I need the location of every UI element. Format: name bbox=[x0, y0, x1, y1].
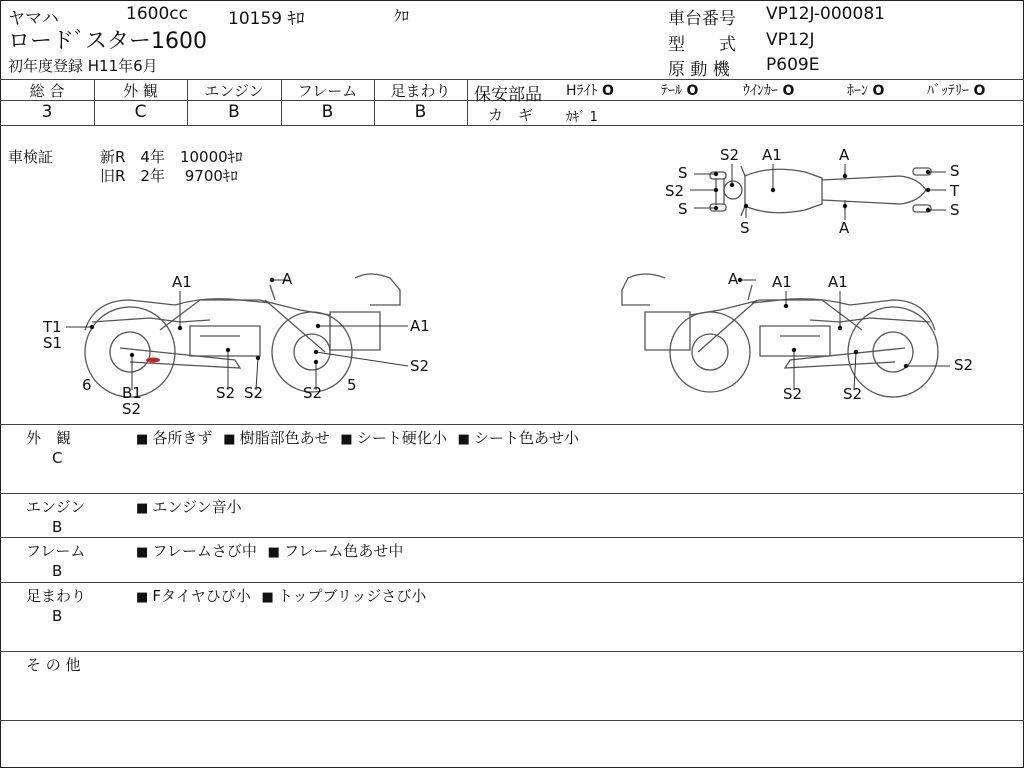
marker-dot bbox=[838, 326, 842, 330]
divider bbox=[0, 720, 1024, 721]
type-label: 型 式 bbox=[668, 35, 736, 55]
section-item: シート色あせ小 bbox=[474, 429, 580, 447]
marker-dot bbox=[178, 326, 182, 330]
safety-item-horn bbox=[847, 80, 927, 100]
section-item: Fタイヤひび小 bbox=[152, 587, 256, 605]
diagram-label: S1 bbox=[43, 334, 63, 352]
key-value: ｶｷﾞ 1 bbox=[566, 110, 598, 125]
grade-value-exterior: C bbox=[134, 102, 147, 122]
diagram-label: A bbox=[839, 146, 850, 164]
diagram-label: S2 bbox=[122, 400, 142, 418]
diagram-label: A1 bbox=[772, 273, 792, 291]
grade-value-suspension: B bbox=[414, 102, 427, 122]
grade-header-frame: フレーム bbox=[297, 82, 358, 100]
diagram-label: S bbox=[950, 201, 960, 219]
section-item: 各所きず bbox=[152, 429, 218, 447]
marker-dot bbox=[843, 174, 847, 178]
marker-dot bbox=[130, 353, 134, 357]
section-grade: B bbox=[52, 562, 63, 580]
safety-item-name: Hﾗｲﾄ bbox=[566, 83, 598, 99]
diagram-label: A1 bbox=[172, 273, 192, 291]
safety-parts-list bbox=[566, 80, 1024, 100]
damage-diagrams bbox=[0, 126, 1024, 424]
marker-dot bbox=[314, 360, 318, 364]
section-item: シート硬化小 bbox=[356, 429, 452, 447]
engine-model-label: 原 動 機 bbox=[668, 60, 730, 80]
marker-dot bbox=[744, 204, 748, 208]
diagram-label: S2 bbox=[303, 384, 323, 402]
safety-item-tail bbox=[661, 80, 743, 100]
damage-mark bbox=[146, 358, 160, 363]
section-item: フレームさび中 bbox=[152, 542, 262, 560]
marker-dot bbox=[926, 170, 930, 174]
marker-dot bbox=[270, 278, 274, 282]
marker-dot bbox=[226, 348, 230, 352]
circle-mark-icon: O bbox=[973, 83, 986, 99]
diagram-label: S2 bbox=[216, 384, 236, 402]
circle-mark-icon: O bbox=[782, 83, 795, 99]
diagram-label: 6 bbox=[82, 376, 92, 394]
marker-dot bbox=[854, 350, 858, 354]
divider bbox=[0, 424, 1024, 425]
diagram-label: T bbox=[950, 182, 960, 200]
model-name: ロードﾞスター1600 bbox=[8, 29, 207, 54]
type-value: VP12J bbox=[766, 30, 815, 50]
key-label: カ ギ bbox=[488, 106, 534, 124]
marker-dot bbox=[738, 278, 742, 282]
section-item: エンジン音小 bbox=[152, 498, 242, 516]
diagram-label: T1 bbox=[43, 318, 62, 336]
first-registration: 初年度登録 H11年6月 bbox=[8, 57, 158, 75]
circle-mark-icon: O bbox=[601, 83, 614, 99]
diagram-label: S2 bbox=[665, 182, 685, 200]
diagram-label: S2 bbox=[410, 357, 430, 375]
grade-value-engine: B bbox=[228, 102, 240, 122]
displacement: 1600cc bbox=[126, 4, 188, 24]
section-title: 外 観 bbox=[26, 429, 72, 447]
marker-dot bbox=[771, 188, 775, 192]
marker-dot bbox=[316, 324, 320, 328]
divider bbox=[0, 493, 1024, 494]
diagram-label: A bbox=[728, 270, 739, 288]
marker-dot bbox=[714, 188, 718, 192]
safety-item-name: ﾊﾞｯﾃﾘｰ bbox=[927, 83, 969, 99]
grade-header-exterior: 外 観 bbox=[123, 82, 158, 100]
section-title: フレーム bbox=[26, 542, 86, 560]
diagram-label: A bbox=[282, 270, 293, 288]
section-grade: C bbox=[52, 449, 63, 467]
marker-dot bbox=[843, 204, 847, 208]
marker-dot bbox=[904, 364, 908, 368]
diagram-label: S2 bbox=[244, 384, 264, 402]
safety-item-winker bbox=[743, 80, 847, 100]
diagram-label: S bbox=[740, 219, 750, 237]
grade-value-overall: 3 bbox=[41, 102, 53, 122]
chassis-value: VP12J-000081 bbox=[766, 4, 885, 24]
divider bbox=[0, 651, 1024, 652]
safety-item-battery bbox=[927, 80, 1024, 100]
circle-mark-icon: O bbox=[686, 83, 699, 99]
inspection-old: 旧R 2年 9700ｷﾛ bbox=[100, 167, 238, 185]
mileage: 10159 ｷﾛ bbox=[228, 9, 305, 29]
body-color: ｸﾛ bbox=[394, 7, 410, 25]
black-square-icon: ■ bbox=[136, 590, 153, 605]
section-items bbox=[136, 585, 432, 606]
safety-parts-label: 保安部品 bbox=[474, 85, 542, 105]
section-title: 足まわり bbox=[26, 587, 87, 605]
marker-dot bbox=[926, 188, 930, 192]
safety-item-name: ﾎｰﾝ bbox=[847, 83, 868, 99]
inspection-new: 新R 4年 10000ｷﾛ bbox=[100, 148, 243, 166]
motorcycle-top-view bbox=[710, 166, 931, 216]
section-title: そ の 他 bbox=[26, 656, 81, 674]
black-square-icon: ■ bbox=[223, 432, 240, 447]
grade-header-overall: 総 合 bbox=[29, 82, 65, 100]
section-grade: B bbox=[52, 518, 63, 536]
black-square-icon: ■ bbox=[267, 545, 285, 560]
marker-dot bbox=[714, 206, 718, 210]
diagram-label: 5 bbox=[347, 376, 357, 394]
section-grade: B bbox=[52, 607, 63, 625]
diagram-label: A1 bbox=[828, 273, 848, 291]
divider bbox=[467, 79, 468, 125]
section-items bbox=[136, 496, 248, 517]
section-item: 樹脂部色あせ bbox=[239, 429, 335, 447]
black-square-icon: ■ bbox=[457, 432, 475, 447]
section-item: フレーム色あせ中 bbox=[284, 542, 404, 560]
engine-model-value: P609E bbox=[766, 55, 820, 75]
diagram-label: S2 bbox=[783, 385, 803, 403]
diagram-label: S bbox=[678, 164, 688, 182]
leader-line bbox=[316, 352, 408, 366]
diagram-label: A bbox=[839, 219, 850, 237]
section-items bbox=[136, 427, 585, 448]
maker: ヤマハ bbox=[8, 9, 59, 29]
divider bbox=[0, 582, 1024, 583]
diagram-label: A1 bbox=[762, 146, 782, 164]
black-square-icon: ■ bbox=[261, 590, 278, 605]
marker-dot bbox=[926, 208, 930, 212]
diagram-label: B1 bbox=[122, 384, 142, 402]
motorcycle-right-view bbox=[622, 274, 938, 397]
marker-dot bbox=[784, 304, 788, 308]
grade-header-engine: エンジン bbox=[204, 82, 264, 100]
marker-dot bbox=[314, 350, 318, 354]
diagram-label: S bbox=[678, 200, 688, 218]
safety-item-name: ｳｲﾝｶｰ bbox=[743, 83, 778, 99]
section-items bbox=[136, 540, 409, 561]
divider bbox=[0, 537, 1024, 538]
marker-dot bbox=[792, 348, 796, 352]
black-square-icon: ■ bbox=[136, 432, 153, 447]
black-square-icon: ■ bbox=[136, 501, 153, 516]
safety-item-headlight bbox=[566, 80, 661, 100]
marker-dot bbox=[256, 356, 260, 360]
marker-dot bbox=[730, 183, 734, 187]
diagram-label: S2 bbox=[720, 146, 740, 164]
diagram-label: S2 bbox=[954, 356, 974, 374]
diagram-label: S2 bbox=[843, 385, 863, 403]
inspection-label: 車検証 bbox=[8, 148, 54, 166]
chassis-label: 車台番号 bbox=[668, 9, 736, 29]
marker-dot bbox=[714, 172, 718, 176]
diagram-label: S bbox=[950, 162, 960, 180]
marker-dot bbox=[90, 325, 94, 329]
diagram-label: A1 bbox=[410, 317, 430, 335]
grade-value-frame: B bbox=[321, 102, 334, 122]
grade-header-suspension: 足まわり bbox=[390, 82, 451, 100]
circle-mark-icon: O bbox=[872, 83, 885, 99]
black-square-icon: ■ bbox=[340, 432, 357, 447]
section-item: トップブリッジさび小 bbox=[277, 587, 427, 605]
section-title: エンジン bbox=[26, 498, 86, 516]
black-square-icon: ■ bbox=[136, 545, 153, 560]
safety-item-name: ﾃｰﾙ bbox=[661, 83, 682, 99]
